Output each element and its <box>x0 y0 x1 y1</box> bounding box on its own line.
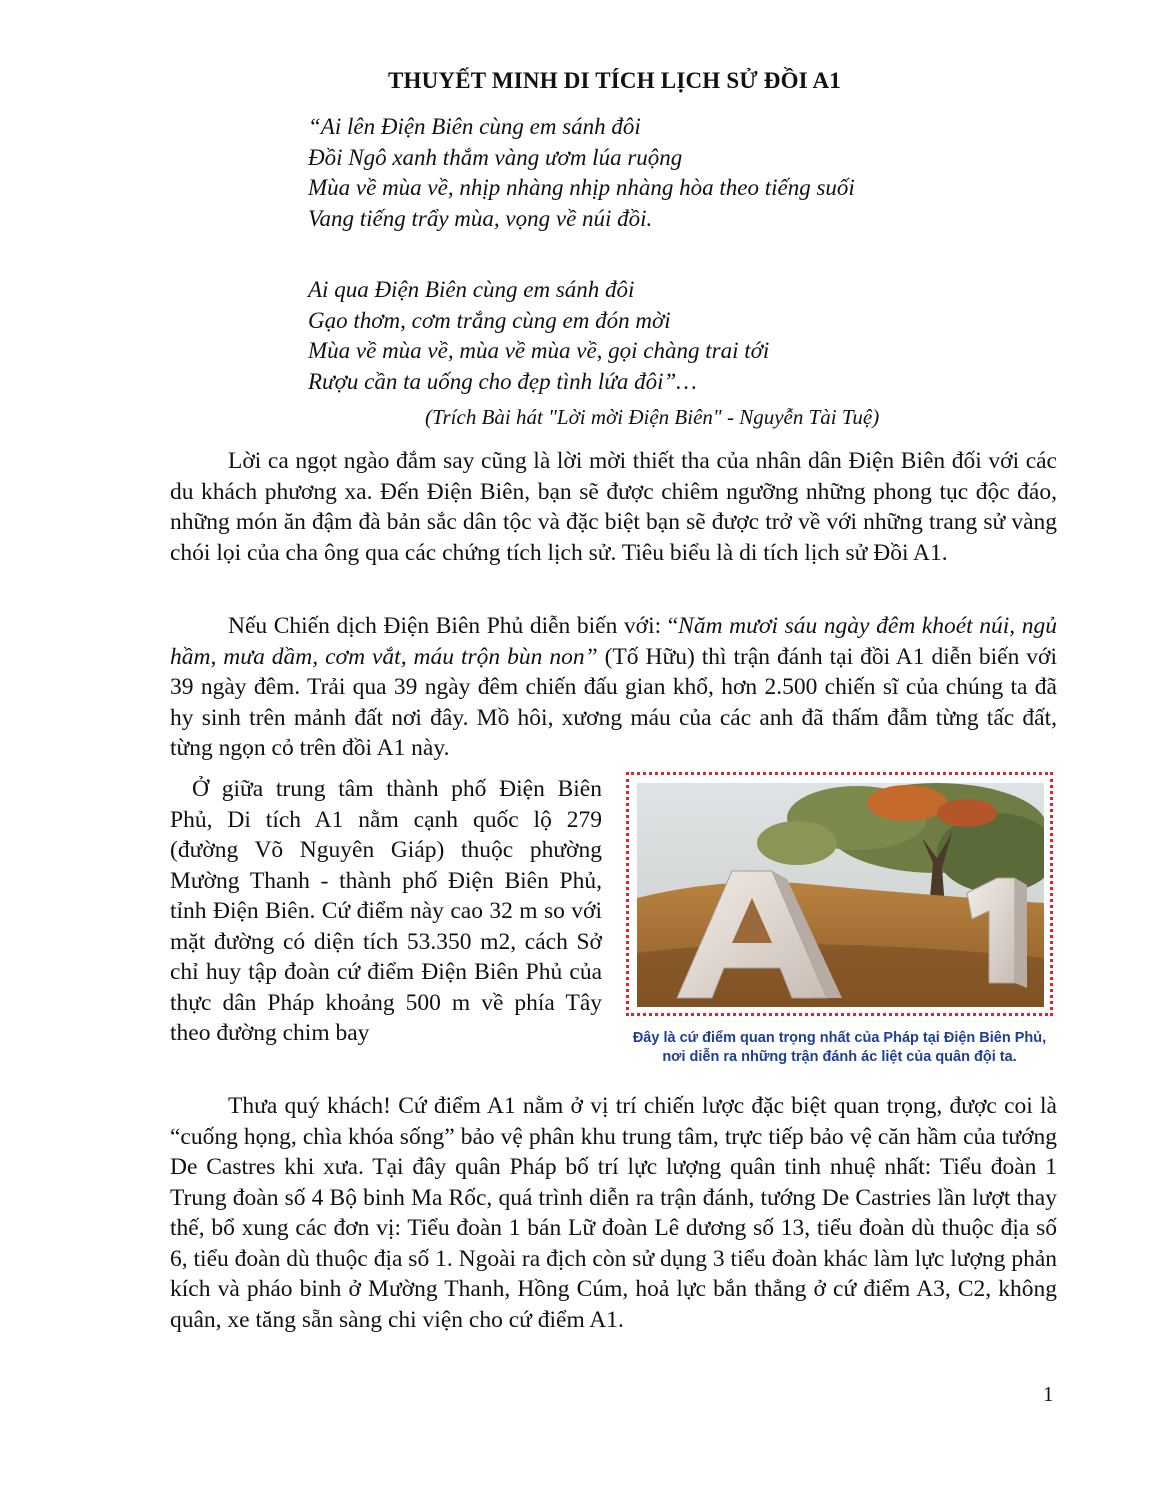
poem-line: Rượu cần ta uống cho đẹp tình lứa đôi”… <box>308 368 697 394</box>
poem-quote: Năm mươi sáu ngày đêm khoét núi, ngủ hầm, mưa dầm, cơm vắt, máu trộn bùn non” <box>170 613 1057 670</box>
a1-monument-photo <box>637 783 1044 1007</box>
paragraph-strategic <box>170 1091 1057 1335</box>
paragraph-intro <box>170 446 1057 568</box>
photo-caption <box>616 1029 1063 1067</box>
poem-line: Mùa về mùa về, mùa về mùa về, gọi chàng trai tới <box>308 338 770 363</box>
paragraph-text: Nếu Chiến dịch Điện Biên Phủ diễn biến với: “ <box>228 613 679 639</box>
poem-line: Vang tiếng trẩy mùa, vọng về núi đồi. <box>308 205 653 231</box>
caption-line: nơi diễn ra những trận đánh ác liệt của quân đội ta. <box>662 1049 1017 1065</box>
poem-line: Mùa về mùa về, nhịp nhàng nhịp nhàng hòa theo tiếng suối <box>308 175 855 200</box>
paragraph-text: Lời ca ngọt ngào đắm say cũng là lời mời thiết tha của nhân dân Điện Biên đối với các du khách phương xa. Đến Điện Biên, bạn sẽ được chiêm ngưỡng những phong tục độc đáo, những món ăn đậm đà bản sắc dân tộc và đặc biệt bạn sẽ được trở về với những trang sử vàng chói lọi của cha ông qua các chứng tích lịch sử. Tiêu biểu là di tích lịch sử Đồi A1. <box>170 448 1057 566</box>
page-title: THUYẾT MINH DI TÍCH LỊCH SỬ ĐỒI A1 <box>387 68 842 93</box>
paragraph-location <box>170 774 602 1049</box>
paragraph-text: Ở giữa trung tâm thành phố Điện Biên Phủ, Di tích A1 nằm cạnh quốc lộ 279 (đường Võ Nguyên Giáp) thuộc phường Mường Thanh - thành phố Điện Biên Phủ, tỉnh Điện Biên. Cứ điểm này cao 32 m so với mặt đường có diện tích 53.350 m2, cách Sở chỉ huy tập đoàn cứ điểm Điện Biên Phủ của thực dân Pháp khoảng 500 m về phía Tây theo đường chim bay <box>170 776 602 1046</box>
poem-stanza-2 <box>308 275 769 397</box>
paragraph-text: Thưa quý khách! Cứ điểm A1 nằm ở vị trí chiến lược đặc biệt quan trọng, được coi là “cuống họng, chìa khóa sống” bảo vệ phân khu trung tâm, trực tiếp bảo vệ căn hầm của tướng De Castres khi xưa. Tại đây quân Pháp bố trí lực lượng quân tinh nhuệ nhất: Tiểu đoàn 1 Trung đoàn số 4 Bộ binh Ma Rốc, quá trình diễn ra trận đánh, tướng De Castries lần lượt thay thế, bổ xung các đơn vị: Tiểu đoàn 1 bán Lữ đoàn Lê dương số 13, tiểu đoàn dù thuộc địa số 6, tiểu đoàn dù thuộc địa số 1. Ngoài ra địch còn sử dụng 3 tiểu đoàn khác làm lực lượng phản kích và pháo binh ở Mường Thanh, Hồng Cúm, hoả lực bắn thẳng ở cứ điểm A3, C2, không quân, xe tăng sẵn sàng chi viện cho cứ điểm A1. <box>170 1093 1057 1333</box>
photo-frame <box>626 772 1053 1016</box>
poem-line: Ai qua Điện Biên cùng em sánh đôi <box>308 277 635 302</box>
poem-stanza-1 <box>308 112 855 234</box>
paragraph-text: (Tố Hữu) thì trận đánh tại đồi A1 diễn biến với 39 ngày đêm. Trải qua 39 ngày đêm chiến đấu gian khổ, hơn 2.500 chiến sĩ của chúng ta đã hy sinh trên mảnh đất nơi đây. Mồ hôi, xương máu của các anh đã thấm đẫm từng tấc đất, từng ngọn cỏ trên đồi A1 này. <box>170 643 1057 761</box>
caption-line: Đây là cứ điểm quan trọng nhất của Pháp tại Điện Biên Phủ, <box>632 1030 1047 1046</box>
poem-line: Gạo thơm, cơm trắng cùng em đón mời <box>308 307 671 333</box>
poem-citation: (Trích Bài hát "Lời mời Điện Biên" - Nguyễn Tài Tuệ) <box>425 405 880 429</box>
page-number: 1 <box>1043 1382 1054 1406</box>
poem-line: Đồi Ngô xanh thắm vàng ươm lúa ruộng <box>308 144 683 170</box>
paragraph-campaign <box>170 611 1057 764</box>
poem-line: “Ai lên Điện Biên cùng em sánh đôi <box>308 114 641 139</box>
